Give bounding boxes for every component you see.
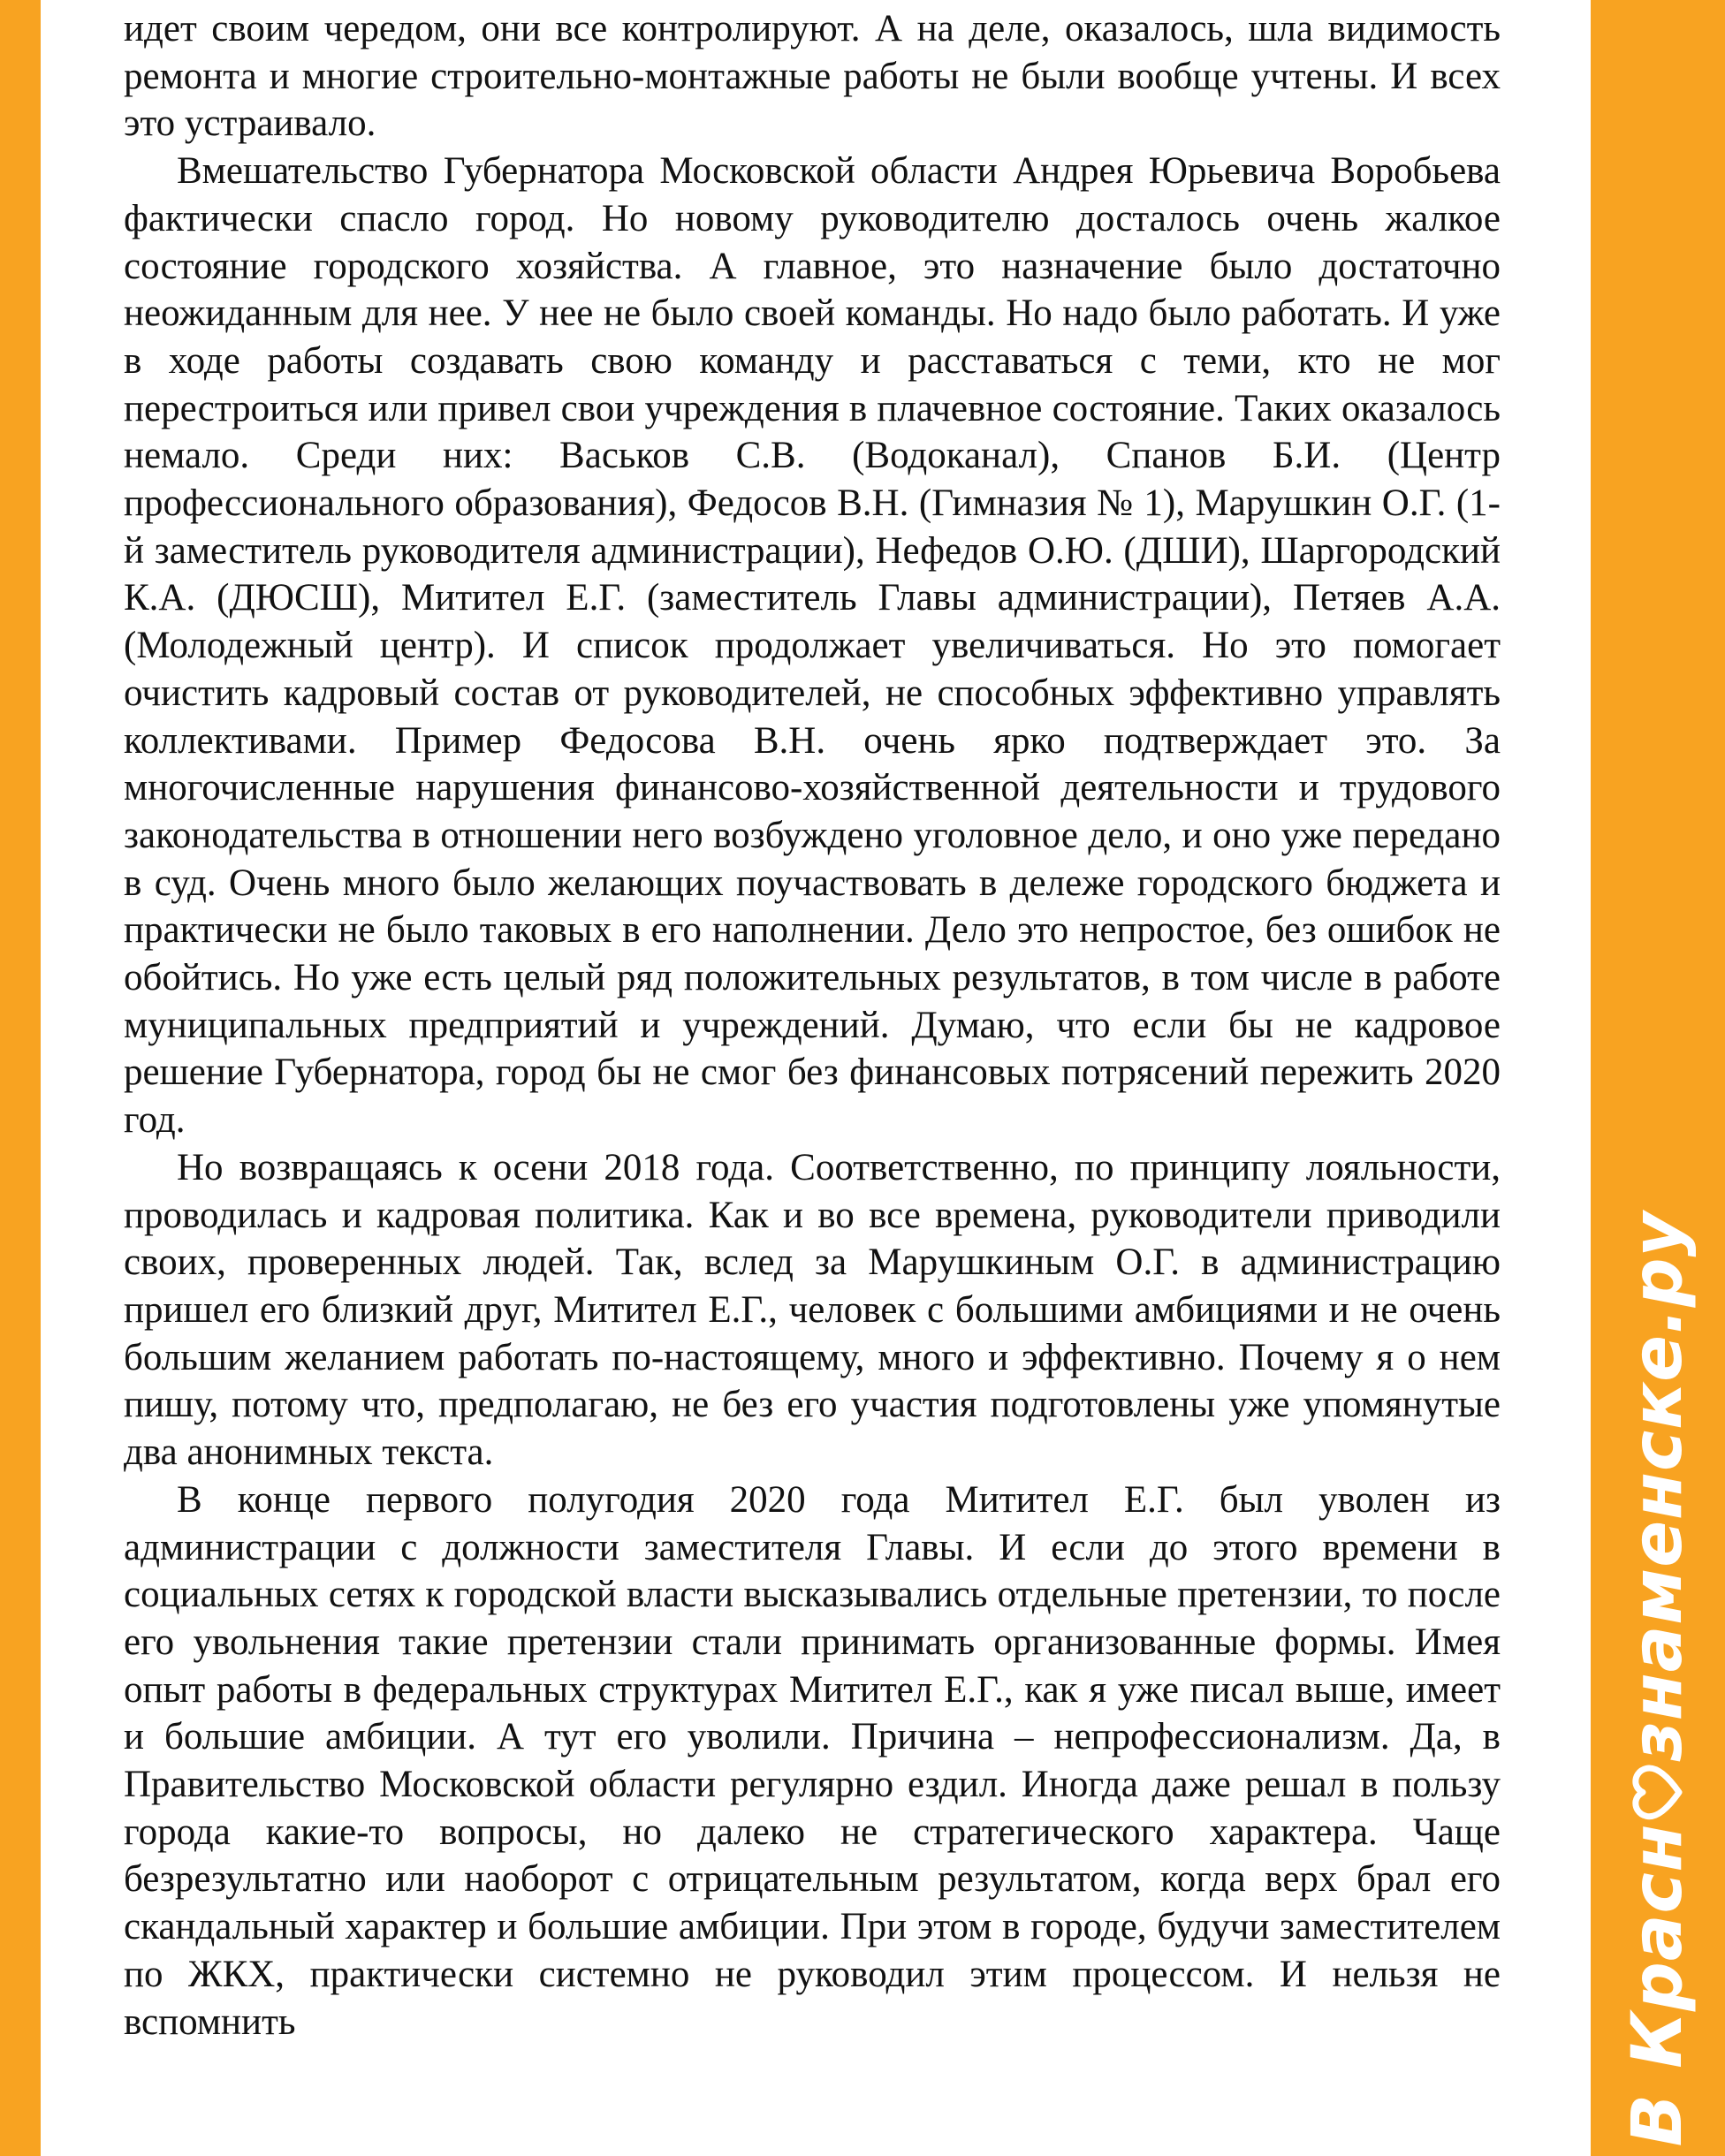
brand-text-prefix: В Красн: [1618, 1823, 1698, 2147]
left-orange-border: [0, 0, 41, 2156]
brand-watermark: [1618, 1211, 1698, 2147]
heart-icon: [1631, 1763, 1684, 1821]
brand-text-suffix: знаменске.ру: [1618, 1211, 1698, 1762]
article-paragraph-3: Но возвращаясь к осени 2018 года. Соответственно, по принципу лояльности, проводилась и кадровая политика. Как и во все времена, руководители приводили своих, проверенных людей. Так, вслед за Марушкиным О.Г. в администрацию пришел его близкий друг, Митител Е.Г., человек с большими амбициями и не очень большим желанием работать по-настоящему, много и эффективно. Почему я о нем пишу, потому что, предполагаю, не без его участия подготовлены уже упомянутые два анонимных текста.: [124, 1146, 1501, 1474]
article-paragraph-2: Вмешательство Губернатора Московской области Андрея Юрьевича Воробьева фактически спасло город. Но новому руководителю досталось очень жалкое состояние городского хозяйства. А главное, это назначение было достаточно неожиданным для нее. У нее не было своей команды. Но надо было работать. И уже в ходе работы создавать свою команду и расставаться с теми, кто не мог перестроиться или привел свои учреждения в плачевное состояние. Таких оказалось немало. Среди них: Васьков С.В. (Водоканал), Спанов Б.И. (Центр профессионального образования), Федосов В.Н. (Гимназия № 1), Марушкин О.Г. (1-й заместитель руководителя администрации), Нефедов О.Ю. (ДШИ), Шаргородский К.А. (ДЮСШ), Митител Е.Г. (заместитель Главы администрации), Петяев А.А. (Молодежный центр). И список продолжает увеличиваться. Но это помогает очистить кадровый состав от руководителей, не способных эффективно управлять коллективами. Пример Федосова В.Н. очень ярко подтверждает это. За многочисленные нарушения финансово-хозяйственной деятельности и трудового законодательства в отношении него возбуждено уголовное дело, и оно уже передано в суд. Очень много было желающих поучаствовать в дележе городского бюджета и практически не было таковых в его наполнении. Дело это непростое, без ошибок не обойтись. Но уже есть целый ряд положительных результатов, в том числе в работе муниципальных предприятий и учреждений. Думаю, что если бы не кадровое решение Губернатора, город бы не смог без финансовых потрясений пережить 2020 год.: [124, 150, 1501, 1142]
article-body: [124, 5, 1501, 2046]
article-paragraph-4: В конце первого полугодия 2020 года Митител Е.Г. был уволен из администрации с должности заместителя Главы. И если до этого времени в социальных сетях к городской власти высказывались отдельные претензии, то после его увольнения такие претензии стали принимать организованные формы. Имея опыт работы в федеральных структурах Митител Е.Г., как я уже писал выше, имеет и большие амбиции. А тут его уволили. Причина – непрофессионализм. Да, в Правительство Московской области регулярно ездил. Иногда даже решал в пользу города какие-то вопросы, но далеко не стратегического характера. Чаще безрезультатно или наоборот с отрицательным результатом, когда верх брал его скандальный характер и большие амбиции. При этом в городе, будучи заместителем по ЖКХ, практически системно не руководил этим процессом. И нельзя не вспомнить: [124, 1478, 1501, 2043]
article-paragraph-1: идет своим чередом, они все контролируют. А на деле, оказалось, шла видимость ремонта и многие строительно-монтажные работы не были вообще учтены. И всех это устраивало.: [124, 8, 1501, 145]
